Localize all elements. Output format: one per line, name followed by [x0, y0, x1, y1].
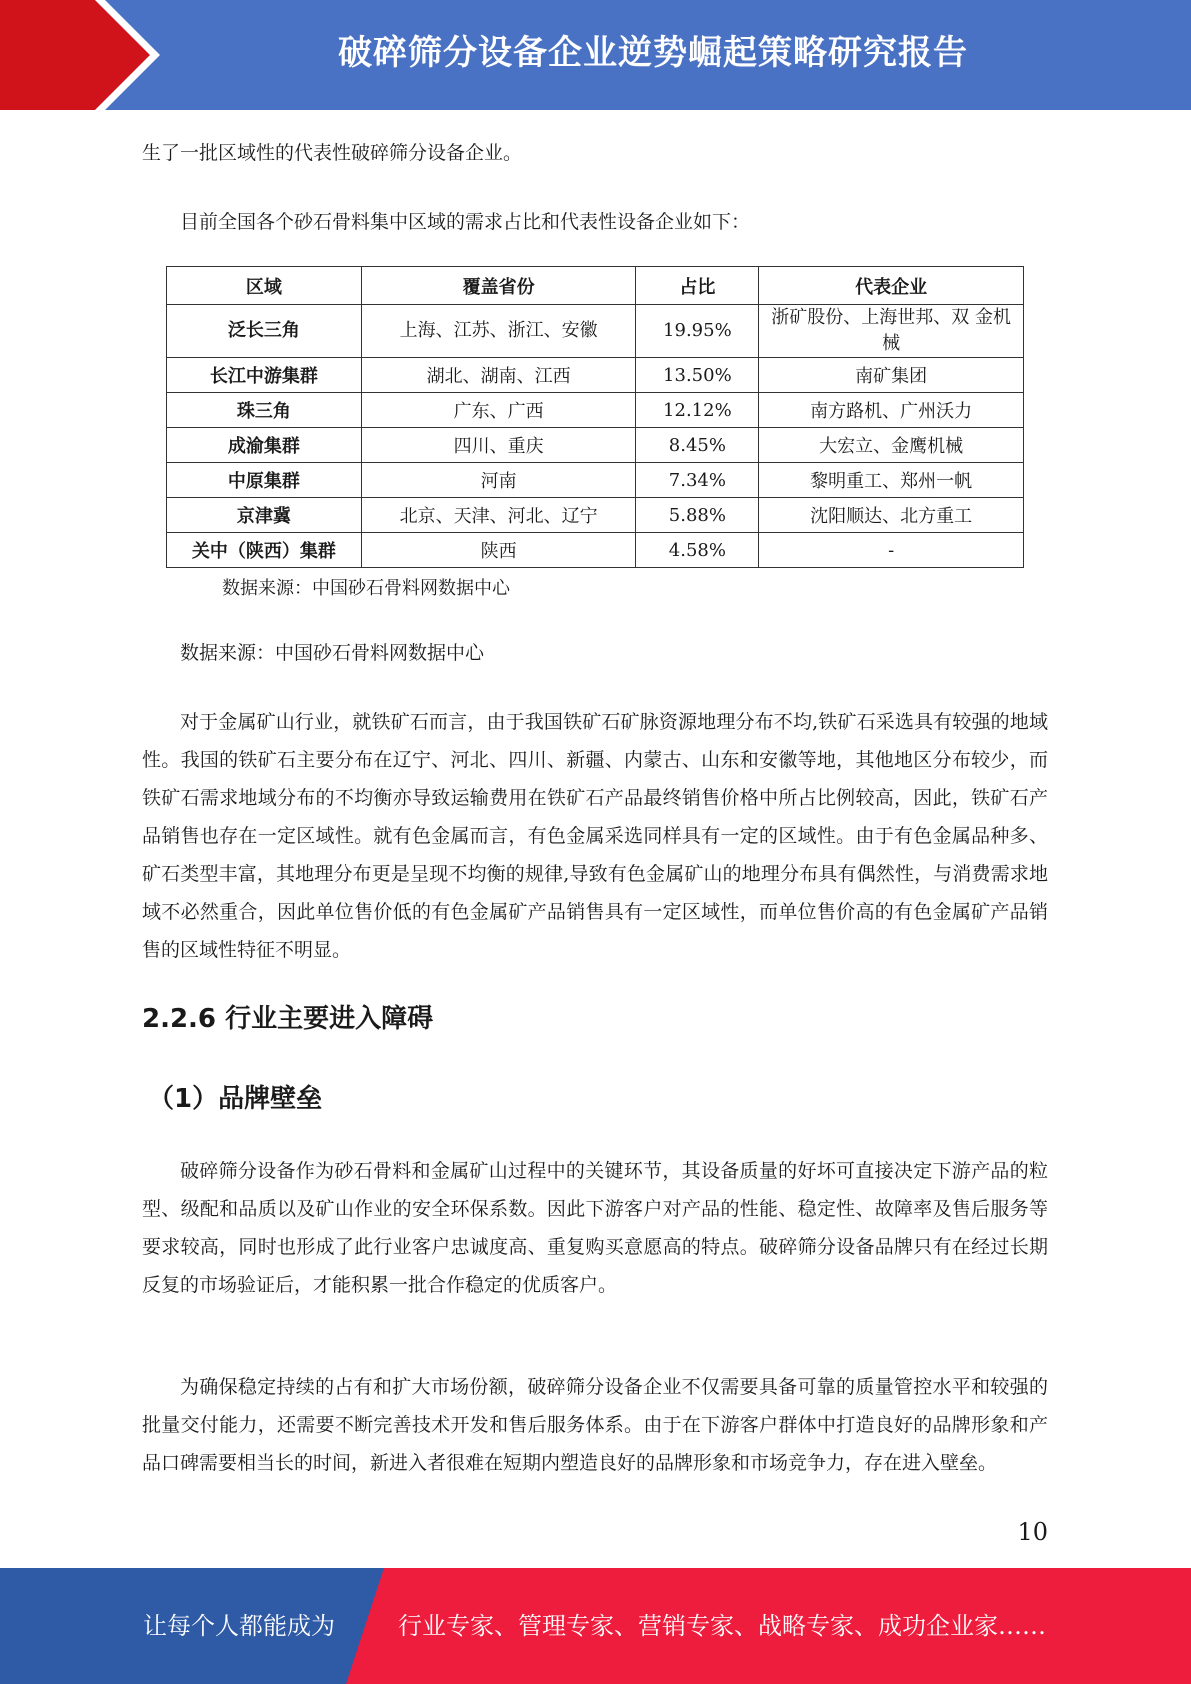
table-cell-share: 12.12%	[636, 393, 759, 428]
table-cell-companies: 南矿集团	[759, 358, 1024, 393]
table-cell-share: 19.95%	[636, 305, 759, 358]
table-cell-provinces: 四川、重庆	[361, 428, 636, 463]
table-row	[167, 358, 1024, 393]
table-row	[167, 533, 1024, 568]
table-caption: 数据来源：中国砂石骨料网数据中心	[222, 578, 510, 599]
table-cell-region: 长江中游集群	[167, 358, 362, 393]
paragraph-market-share: 为确保稳定持续的占有和扩大市场份额，破碎筛分设备企业不仅需要具备可靠的质量管控水平和较强的批量交付能力，还需要不断完善技术开发和售后服务体系。由于在下游客户群体中打造良好的品牌形象和产品口碑需要相当长的时间，新进入者很难在短期内塑造良好的品牌形象和市场竞争力，存在进入壁垒。	[142, 1376, 1048, 1474]
column-header-region: 区域	[167, 267, 362, 305]
paragraph-source-note: 数据来源：中国砂石骨料网数据中心	[180, 642, 485, 664]
page-number: 10	[1017, 1518, 1048, 1546]
table-row	[167, 393, 1024, 428]
table-cell-provinces: 北京、天津、河北、辽宁	[361, 498, 636, 533]
table-cell-region: 京津冀	[167, 498, 362, 533]
table-row	[167, 498, 1024, 533]
table-row	[167, 463, 1024, 498]
table-cell-companies: 沈阳顺达、北方重工	[759, 498, 1024, 533]
table-cell-companies: 浙矿股份、上海世邦、双 金机械	[759, 305, 1024, 358]
table-row	[167, 305, 1024, 358]
table-cell-region: 泛长三角	[167, 305, 362, 358]
table-cell-provinces: 上海、江苏、浙江、安徽	[361, 305, 636, 358]
table-cell-region: 中原集群	[167, 463, 362, 498]
table-cell-share: 13.50%	[636, 358, 759, 393]
page-header	[0, 0, 1191, 110]
footer-slogan-right: 行业专家、管理专家、营销专家、战略专家、成功企业家……	[398, 1612, 1046, 1640]
footer-slogan-left: 让每个人都能成为	[143, 1612, 335, 1640]
table-cell-companies: 大宏立、金鹰机械	[759, 428, 1024, 463]
table-cell-companies: 南方路机、广州沃力	[759, 393, 1024, 428]
report-title: 破碎筛分设备企业逆势崛起策略研究报告	[338, 33, 968, 73]
table-cell-share: 5.88%	[636, 498, 759, 533]
subsection-heading: （1）品牌壁垒	[148, 1084, 323, 1114]
table-cell-provinces: 湖北、湖南、江西	[361, 358, 636, 393]
column-header-provinces: 覆盖省份	[361, 267, 636, 305]
page-footer	[0, 1568, 1191, 1684]
column-header-companies: 代表企业	[759, 267, 1024, 305]
table-cell-provinces: 河南	[361, 463, 636, 498]
table-cell-share: 7.34%	[636, 463, 759, 498]
table-cell-companies: 黎明重工、郑州一帆	[759, 463, 1024, 498]
table-cell-provinces: 陕西	[361, 533, 636, 568]
table-row	[167, 428, 1024, 463]
header-arrow-icon	[0, 0, 200, 110]
table-cell-region: 关中（陕西）集群	[167, 533, 362, 568]
table-cell-provinces: 广东、广西	[361, 393, 636, 428]
section-heading: 2.2.6 行业主要进入障碍	[142, 1004, 434, 1034]
table-header-row	[167, 267, 1024, 305]
paragraph-table-intro: 目前全国各个砂石骨料集中区域的需求占比和代表性设备企业如下：	[180, 211, 751, 233]
paragraph-metal-mining: 对于金属矿山行业，就铁矿石而言，由于我国铁矿石矿脉资源地理分布不均,铁矿石采选具有较强的地域性。我国的铁矿石主要分布在辽宁、河北、四川、新疆、内蒙古、山东和安徽等地，其他地区分布较少，而铁矿石需求地域分布的不均衡亦导致运输费用在铁矿石产品最终销售价格中所占比例较高，因此，铁矿石产品销售也存在一定区域性。就有色金属而言，有色金属采选同样具有一定的区域性。由于有色金属品种多、矿石类型丰富，其地理分布更是呈现不均衡的规律,导致有色金属矿山的地理分布具有偶然性，与消费需求地域不必然重合，因此单位售价低的有色金属矿产品销售具有一定区域性，而单位售价高的有色金属矿产品销售的区域性特征不明显。	[142, 711, 1048, 961]
table-cell-share: 8.45%	[636, 428, 759, 463]
column-header-share: 占比	[636, 267, 759, 305]
regional-demand-table	[166, 266, 1024, 568]
paragraph-brand-barrier: 破碎筛分设备作为砂石骨料和金属矿山过程中的关键环节，其设备质量的好坏可直接决定下游产品的粒型、级配和品质以及矿山作业的安全环保系数。因此下游客户对产品的性能、稳定性、故障率及售后服务等要求较高，同时也形成了此行业客户忠诚度高、重复购买意愿高的特点。破碎筛分设备品牌只有在经过长期反复的市场验证后，才能积累一批合作稳定的优质客户。	[142, 1160, 1048, 1296]
table-cell-companies: -	[759, 533, 1024, 568]
paragraph-intro: 生了一批区域性的代表性破碎筛分设备企业。	[142, 142, 523, 164]
table-cell-region: 成渝集群	[167, 428, 362, 463]
table-cell-region: 珠三角	[167, 393, 362, 428]
table-cell-share: 4.58%	[636, 533, 759, 568]
